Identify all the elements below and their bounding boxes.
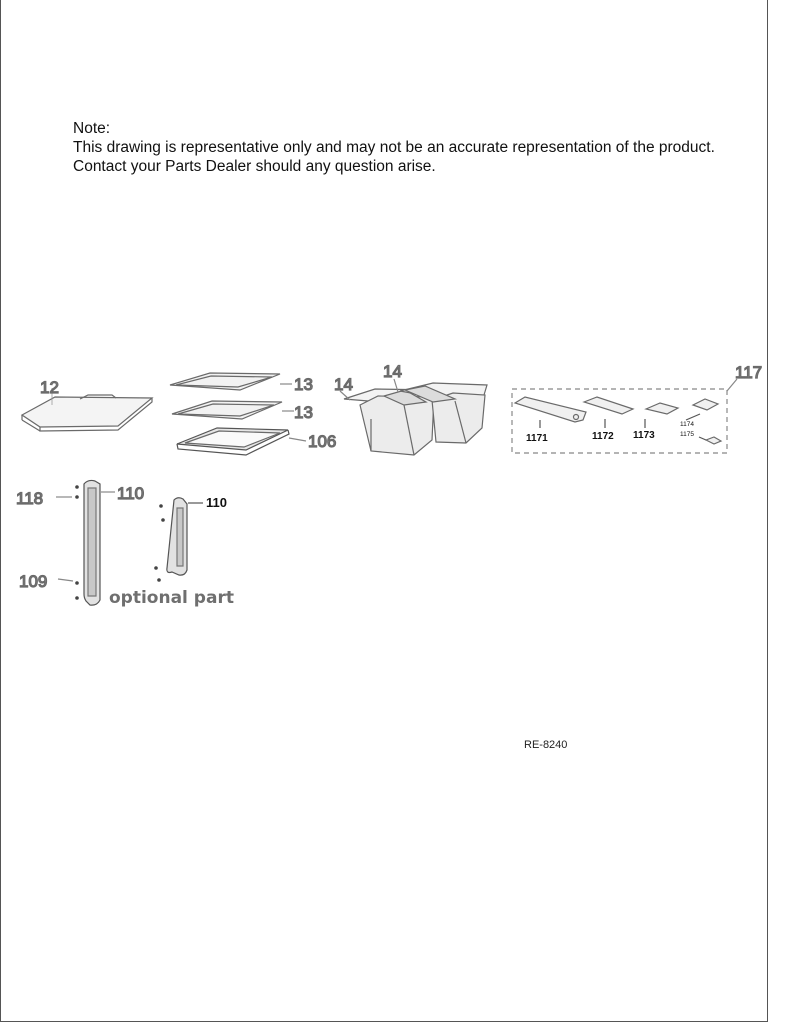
- part-13-glass-upper: [170, 373, 292, 390]
- part-1175: [699, 437, 721, 444]
- label-1172: 1172: [592, 431, 614, 442]
- label-12: 12: [40, 378, 59, 397]
- note-line-2: Contact your Parts Dealer should any question arise.: [73, 158, 436, 175]
- label-1175: 1175: [680, 431, 694, 438]
- label-14-left: 14: [334, 375, 353, 394]
- label-1171: 1171: [526, 433, 548, 444]
- part-106-frame: [177, 428, 306, 455]
- label-1173: 1173: [633, 430, 655, 441]
- screw-109b: [75, 596, 79, 600]
- part-13-glass-lower: [172, 401, 294, 419]
- label-106: 106: [308, 432, 337, 451]
- label-13-lower: 13: [294, 403, 313, 422]
- note-title: Note:: [73, 120, 111, 137]
- label-109: 109: [19, 572, 48, 591]
- drawing-code: RE-8240: [524, 739, 568, 751]
- part-1171: [515, 397, 586, 428]
- screw-opt-c: [154, 566, 158, 570]
- label-118: 118: [16, 489, 44, 508]
- part-1174: [686, 399, 718, 420]
- label-110-left: 110: [117, 484, 145, 503]
- screw-109a: [75, 581, 79, 585]
- label-14-right: 14: [383, 362, 402, 381]
- part-1172: [584, 397, 633, 428]
- screw-opt-a: [159, 504, 163, 508]
- part-110-handle: [84, 480, 115, 605]
- label-1174: 1174: [680, 421, 694, 428]
- optional-part-label: optional part: [109, 588, 234, 608]
- part-110-optional-handle: [167, 498, 203, 575]
- label-13-upper: 13: [294, 375, 313, 394]
- note-line-1: This drawing is representative only and may not be an accurate representation of the product.: [73, 139, 715, 156]
- part-14-drawers: [344, 383, 487, 455]
- label-110-optional: 110: [206, 495, 227, 510]
- screw-118b: [75, 495, 79, 499]
- screw-118a: [75, 485, 79, 489]
- part-1173: [645, 403, 678, 428]
- label-117: 117: [735, 363, 763, 382]
- screw-opt-d: [157, 578, 161, 582]
- screw-opt-b: [161, 518, 165, 522]
